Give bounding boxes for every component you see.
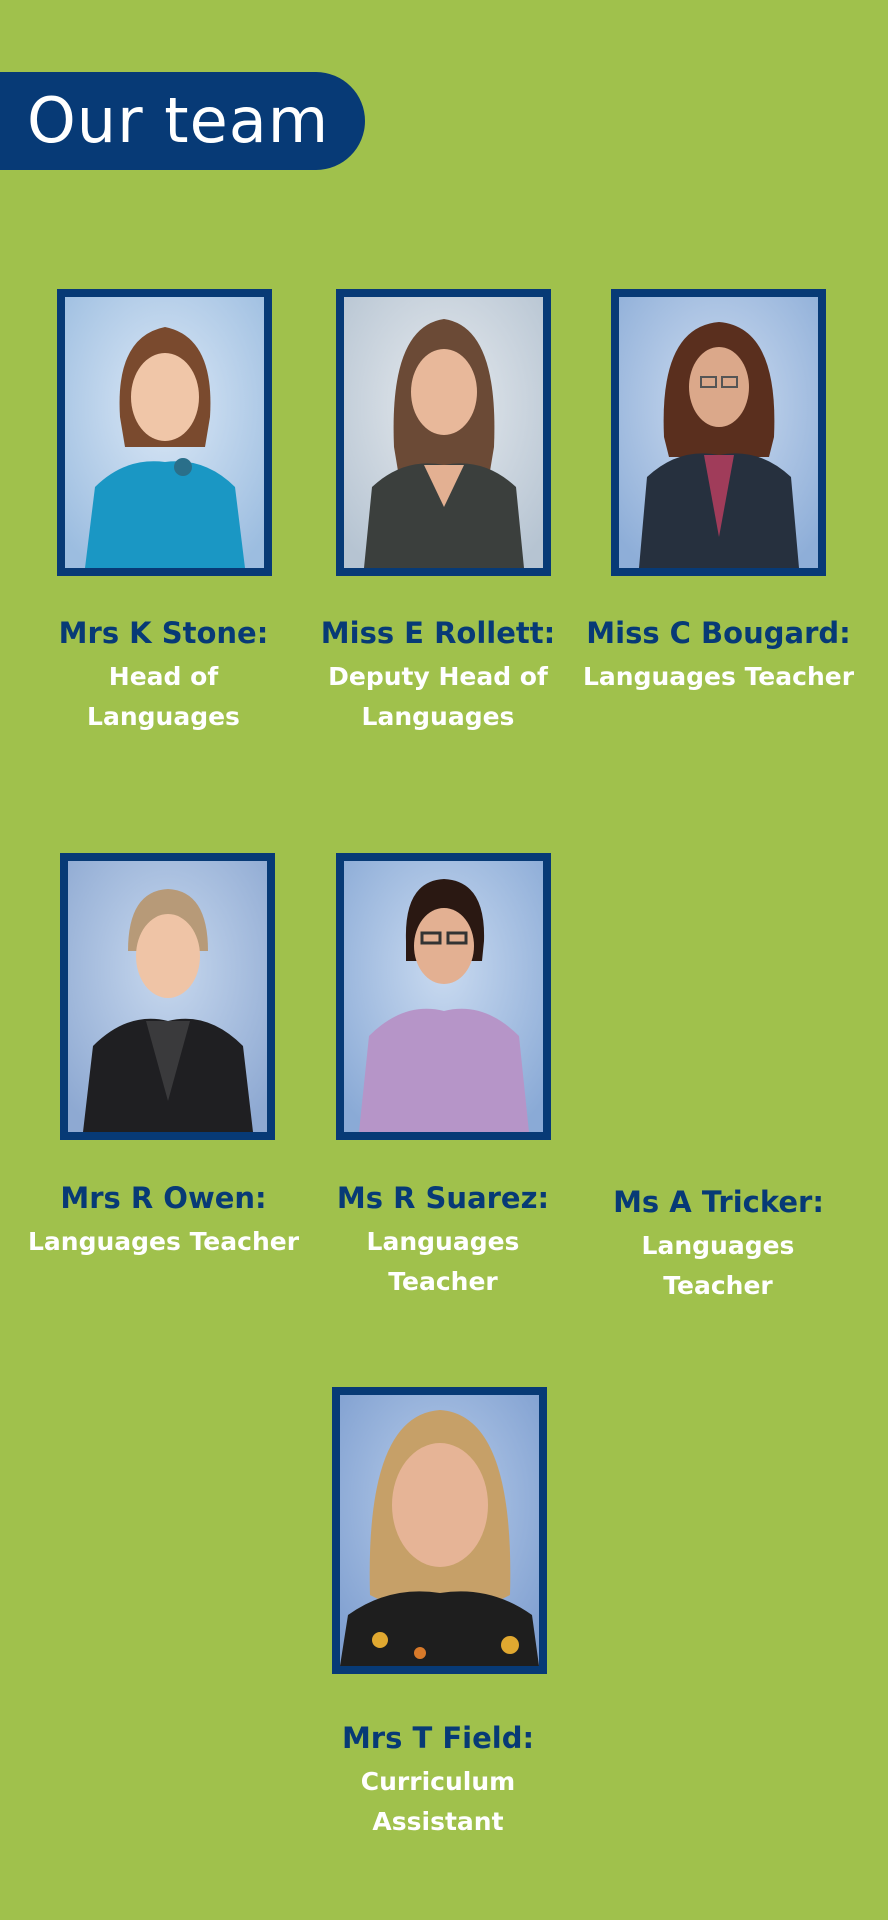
portrait-photo	[57, 289, 272, 576]
staff-name: Ms R Suarez:	[336, 1181, 550, 1215]
staff-role: Languages Teacher	[366, 1227, 520, 1296]
staff-name: Mrs K Stone:	[58, 616, 269, 650]
staff-role: Curriculum Assistant	[360, 1767, 516, 1836]
portrait-photo	[336, 853, 551, 1140]
staff-role: Languages Teacher	[641, 1231, 795, 1300]
staff-role: Head of Languages	[87, 662, 240, 731]
portrait-photo	[332, 1387, 547, 1674]
staff-name: Miss C Bougard:	[586, 616, 851, 650]
staff-name: Ms A Tricker:	[613, 1185, 824, 1219]
staff-name: Mrs T Field:	[341, 1721, 535, 1755]
staff-role: Deputy Head of Languages	[328, 662, 548, 731]
staff-name: Mrs R Owen:	[60, 1181, 267, 1215]
page-title-banner	[0, 72, 365, 170]
staff-role: Languages Teacher	[27, 1227, 300, 1256]
staff-name: Miss E Rollett:	[320, 616, 556, 650]
page-title: Our team	[27, 84, 330, 157]
staff-role: Languages Teacher	[582, 662, 855, 691]
portrait-photo	[336, 289, 551, 576]
portrait-photo	[60, 853, 275, 1140]
portrait-photo	[611, 289, 826, 576]
